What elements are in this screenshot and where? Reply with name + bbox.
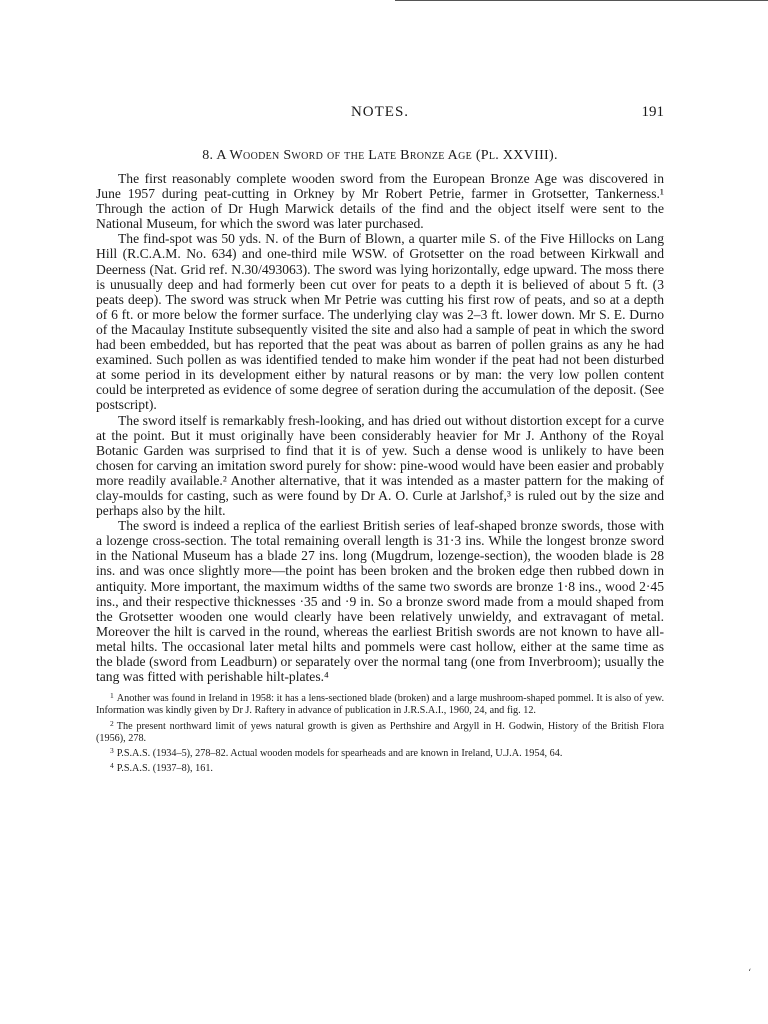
footnotes [96,690,664,775]
running-title: NOTES. [350,104,410,120]
footnote-text: Another was found in Ireland in 1958: it has a lens-sectioned blade (broken) and a large mushroom-shaped pommel. It is also of yew. Information was kindly given by Dr J. Raftery in advance of publication in J.R.S.A.I., 1960, 24, and fig. 12. [96,693,664,717]
footnote-text: The present northward limit of yews natural growth is given as Perthshire and Argyll in H. Godwin, History of the British Flora (1956), 278. [96,720,664,744]
scan-mark: ‘ [748,968,752,979]
running-head [96,104,664,126]
footnote-text: P.S.A.S. (1937–8), 161. [116,763,213,775]
footnote-text: P.S.A.S. (1934–5), 278–82. Actual wooden models for spearheads and are known in Ireland, U.J.A. 1954, 64. [116,748,563,759]
article-title: 8. A Wooden Sword of the Late Bronze Age (Pl. XXVIII). [202,148,558,163]
paragraph-2: The find-spot was 50 yds. N. of the Burn of Blown, a quarter mile S. of the Five Hillocks on Lang Hill (R.C.A.M. No. 634) and one-third mile WSW. of Grotsetter on the road between Kirkwall and Deerness (Nat. Grid ref. N.30/493063). The sword was lying horizontally, edge upward. The moss there is unusually deep and had formerly been cut over for peats to a depth it is believed of about 5 ft. (3 peats deep). The sword was struck when Mr Petrie was cutting his first row of peats, and so at a depth of 6 ft. or more below the former surface. The underlying clay was 2–3 ft. lower down. Mr S. E. Durno of the Macaulay Institute subsequently visited the site and also had a sample of peat in which the sword had been embedded, but has reported that the peat was about as barren of pollen grains as any he had examined. Such pollen as was identified tended to make him wonder if the peat had not been disturbed at some period in its development either by natural reasons or by man: the very low pollen content could be interpreted as evidence of some degree of seration during the accumulation of the deposit. (See postscript). [96,231,664,413]
footnote-number: 2 [110,718,114,728]
page [96,104,664,775]
footnote-number: 1 [110,691,114,701]
footnote-1 [96,690,664,717]
top-rule [395,0,768,1]
footnote-3 [96,745,664,760]
paragraph-1: The first reasonably complete wooden sword from the European Bronze Age was discovered in June 1957 during peat-cutting in Orkney by Mr Robert Petrie, farmer in Grotsetter, Tankerness.¹ Through the action of Dr Hugh Marwick details of the find and the object itself were sent to the National Museum, for which the sword was later purchased. [96,171,664,232]
page-number: 191 [641,104,664,120]
article-body [96,171,664,684]
footnote-2 [96,718,664,745]
footnote-4 [96,760,664,775]
paragraph-3: The sword itself is remarkably fresh-looking, and has dried out without distortion except for a curve at the point. But it must originally have been considerably heavier for Mr J. Anthony of the Royal Botanic Garden was surprised to find that it is of yew. Such a dense wood is unlikely to have been chosen for carving an imitation sword purely for show: pine-wood would have been easier and probably more readily available.² Another alternative, that it was intended as a master pattern for the making of clay-moulds for casting, such as were found by Dr A. O. Curle at Jarlshof,³ is ruled out by the size and perhaps also by the hilt. [96,412,664,519]
footnote-number: 3 [110,746,114,755]
paragraph-4: The sword is indeed a replica of the earliest British series of leaf-shaped bronze swords, those with a lozenge cross-section. The total remaining overall length is 31·3 ins. While the longest bronze sword in the National Museum has a blade 27 ins. long (Mugdrum, lozenge-section), the wooden blade is 28 ins. and was once slightly more—the point has been broken and the broken edge then rubbed down in antiquity. More important, the maximum widths of the same two swords are bronze 1·8 ins., wood 2·45 ins., and their respective thicknesses ·35 and ·9 in. So a bronze sword made from a mould shaped from the Grotsetter wooden one would clearly have been relatively unwieldy, and extravagant of metal. Moreover the hilt is carved in the round, whereas the earliest British swords are not known to have all-metal hilts. The occasional later metal hilts and pommels were cast hollow, either at the same time as the blade (sword from Leadburn) or separately over the normal tang (one from Inverbroom); usually the tang was fitted with perishable hilt-plates.⁴ [96,518,664,685]
footnote-number: 4 [110,761,114,771]
